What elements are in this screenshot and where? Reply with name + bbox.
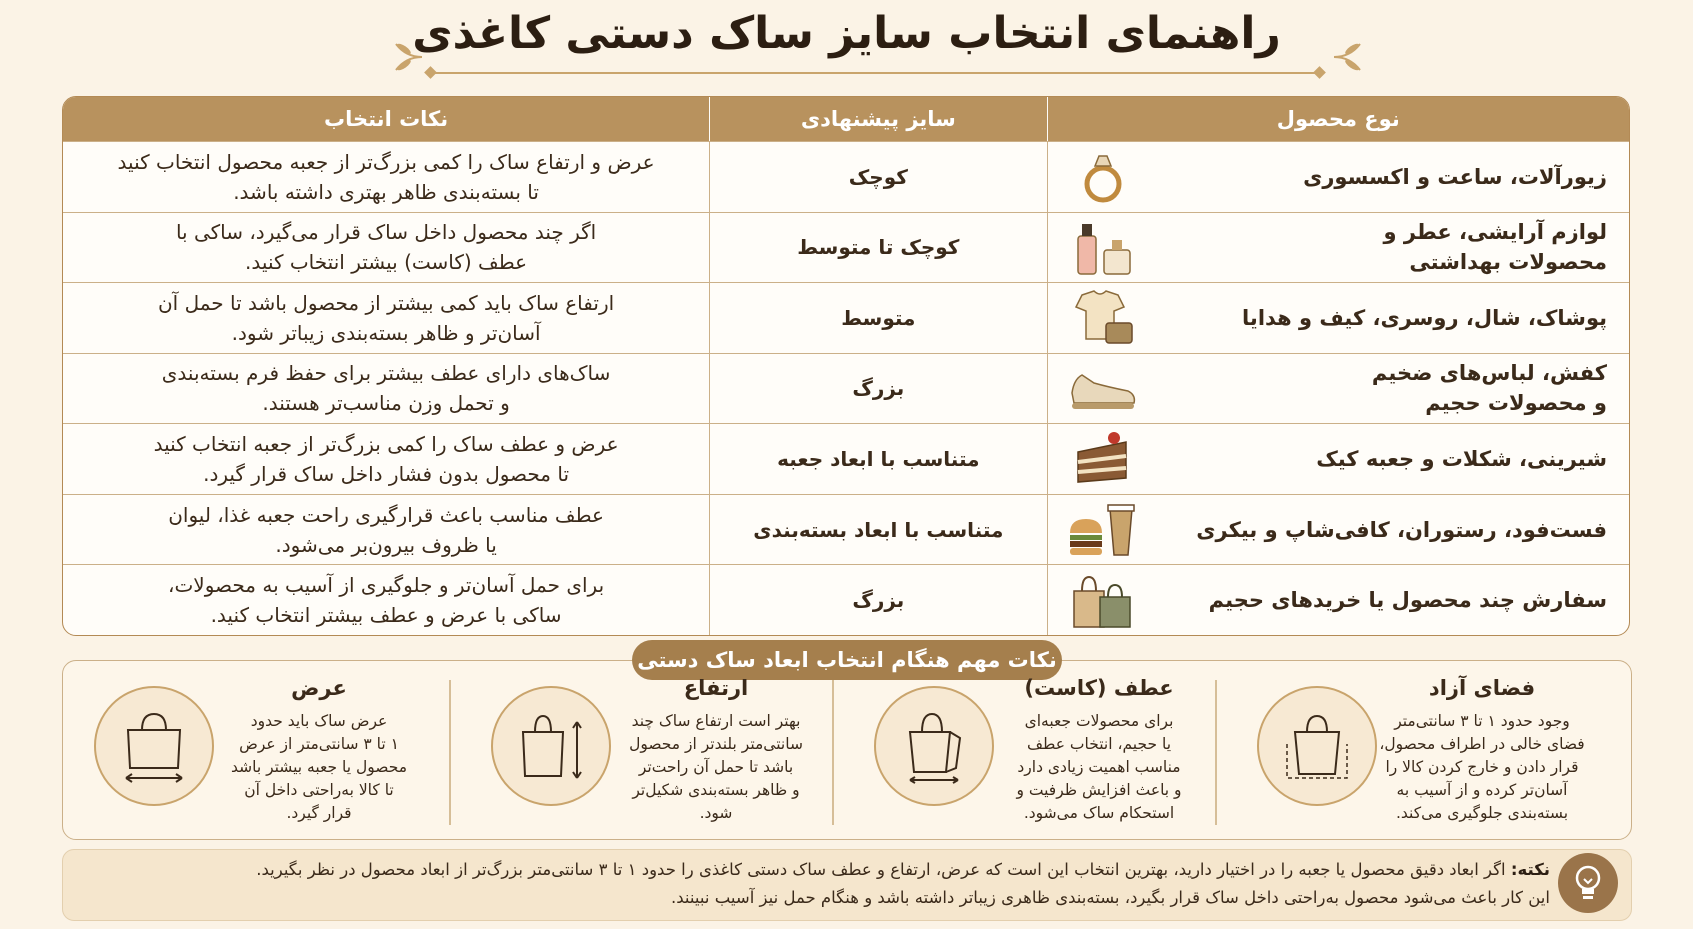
tip-circle [874, 686, 994, 806]
table-row [63, 212, 1629, 283]
table-header-row [63, 97, 1629, 141]
selection-note: عرض و ارتفاع ساک را کمی بزرگ‌تر از جعبه محصول انتخاب کنید تا بسته‌بندی ظاهر بهتری داشته باشد. [63, 141, 709, 212]
suggested-size: متوسط [709, 282, 1046, 353]
table-row [63, 494, 1629, 565]
table-row [63, 141, 1629, 212]
suggested-size: متناسب با ابعاد بسته‌بندی [709, 494, 1046, 565]
bag-width-icon [114, 706, 194, 786]
selection-note: اگر چند محصول داخل ساک قرار می‌گیرد، ساکی با عطف (کاست) بیشتر انتخاب کنید. [63, 212, 709, 283]
tip-title: عطف (کاست) [1024, 676, 1174, 700]
tip-title: فضای آزاد [1428, 676, 1536, 700]
clothing-icon [1068, 287, 1138, 349]
table-row [63, 282, 1629, 353]
ring-icon [1068, 146, 1138, 208]
tip-text: برای محصولات جعبه‌ای یا حجیم، انتخاب عطف مناسب اهمیت زیادی دارد و باعث افزایش ظرفیت و استحکام ساک می‌شود. [1016, 712, 1182, 822]
selection-note: ارتفاع ساک باید کمی بیشتر از محصول باشد تا حمل آن آسان‌تر و ظاهر بسته‌بندی زیباتر شود. [63, 282, 709, 353]
perfume-icon [1068, 216, 1138, 278]
title-underline [430, 72, 1320, 74]
tip-circle [94, 686, 214, 806]
suggested-size: متناسب با ابعاد جعبه [709, 423, 1046, 494]
suggested-size: بزرگ [709, 353, 1046, 424]
tip-height [469, 676, 839, 832]
table-row [63, 423, 1629, 494]
shopping-bags-icon [1068, 569, 1138, 631]
bag-height-icon [511, 706, 591, 786]
selection-note: عرض و عطف ساک را کمی بزرگ‌تر از جعبه انتخاب کنید تا محصول بدون فشار داخل ساک قرار گیرد. [63, 423, 709, 494]
tips-badge: نکات مهم هنگام انتخاب ابعاد ساک دستی [632, 640, 1062, 680]
product-type: کفش، لباس‌های ضخیم و محصولات حجیم [1371, 361, 1607, 416]
note-text [90, 856, 1550, 912]
product-type: شیرینی، شکلات و جعبه کیک [1316, 447, 1607, 472]
tip-title: ارتفاع [683, 676, 749, 700]
product-type: سفارش چند محصول یا خریدهای حجیم [1208, 588, 1607, 613]
selection-note: عطف مناسب باعث قرارگیری راحت جعبه غذا، لیوان یا ظروف بیرون‌بر می‌شود. [63, 494, 709, 565]
note-label: نکته: [1510, 860, 1550, 879]
suggested-size: کوچک [709, 141, 1046, 212]
cake-icon [1068, 428, 1138, 490]
table-row [63, 353, 1629, 424]
tip-width [72, 676, 442, 832]
tip-divider [449, 680, 451, 825]
bag-depth-icon [894, 706, 974, 786]
tip-text: وجود حدود ۱ تا ۳ سانتی‌متر فضای خالی در اطراف محصول، قرار دادن و خارج کردن کالا را آسان‌تر کرده و از آسیب به بسته‌بندی جلوگیری می‌کند. [1379, 712, 1585, 822]
burger-cup-icon [1068, 499, 1138, 561]
note-line-2: این کار باعث می‌شود محصول به‌راحتی داخل ساک قرار بگیرد، بسته‌بندی ظاهری زیباتر داشته باشد و هنگام حمل نیز آسیب نبینند. [671, 888, 1550, 907]
right-laurel-icon [1330, 34, 1364, 80]
shoe-icon [1068, 357, 1138, 419]
page-title: راهنمای انتخاب سایز ساک دستی کاغذی [412, 8, 1281, 59]
bag-space-icon [1277, 706, 1357, 786]
header-suggested-size: سایز پیشنهادی [709, 97, 1046, 141]
product-type: زیورآلات، ساعت و اکسسوری [1303, 164, 1607, 189]
suggested-size: کوچک تا متوسط [709, 212, 1046, 283]
size-guide-table [62, 96, 1630, 636]
tip-free-space [1235, 676, 1605, 832]
suggested-size: بزرگ [709, 564, 1046, 635]
lightbulb-icon [1570, 863, 1606, 903]
selection-note: ساک‌های دارای عطف بیشتر برای حفظ فرم بسته‌بندی و تحمل وزن مناسب‌تر هستند. [63, 353, 709, 424]
tip-title: عرض [291, 676, 347, 700]
product-type: فست‌فود، رستوران، کافی‌شاپ و بیکری [1196, 517, 1607, 542]
tip-gusset [852, 676, 1222, 832]
table-row [63, 564, 1629, 635]
note-line-1: اگر ابعاد دقیق محصول یا جعبه را در اختیار دارید، بهترین انتخاب این است که عرض، ارتفاع و عطف ساک دستی کاغذی را حدود ۱ تا ۳ سانتی‌متر بزرگ‌تر از ابعاد محصول در نظر بگیرید. [256, 860, 1506, 879]
product-type: لوازم آرایشی، عطر و محصولات بهداشتی [1383, 220, 1607, 275]
selection-note: برای حمل آسان‌تر و جلوگیری از آسیب به محصولات، ساکی با عرض و عطف بیشتر انتخاب کنید. [63, 564, 709, 635]
header-product-type: نوع محصول [1047, 97, 1629, 141]
tip-text: عرض ساک باید حدود ۱ تا ۳ سانتی‌متر از عرض محصول یا جعبه بیشتر باشد تا کالا به‌راحتی داخل آن قرار گیرد. [230, 712, 408, 822]
tip-circle [491, 686, 611, 806]
title-area [0, 0, 1693, 86]
tip-text: بهتر است ارتفاع ساک چند سانتی‌متر بلندتر از محصول باشد تا حمل آن راحت‌تر و ظاهر بسته‌بندی شکیل‌تر شود. [629, 712, 803, 822]
header-selection-notes: نکات انتخاب [63, 97, 709, 141]
product-type: پوشاک، شال، روسری، کیف و هدایا [1242, 305, 1607, 330]
lightbulb-badge [1558, 853, 1618, 913]
tip-circle [1257, 686, 1377, 806]
